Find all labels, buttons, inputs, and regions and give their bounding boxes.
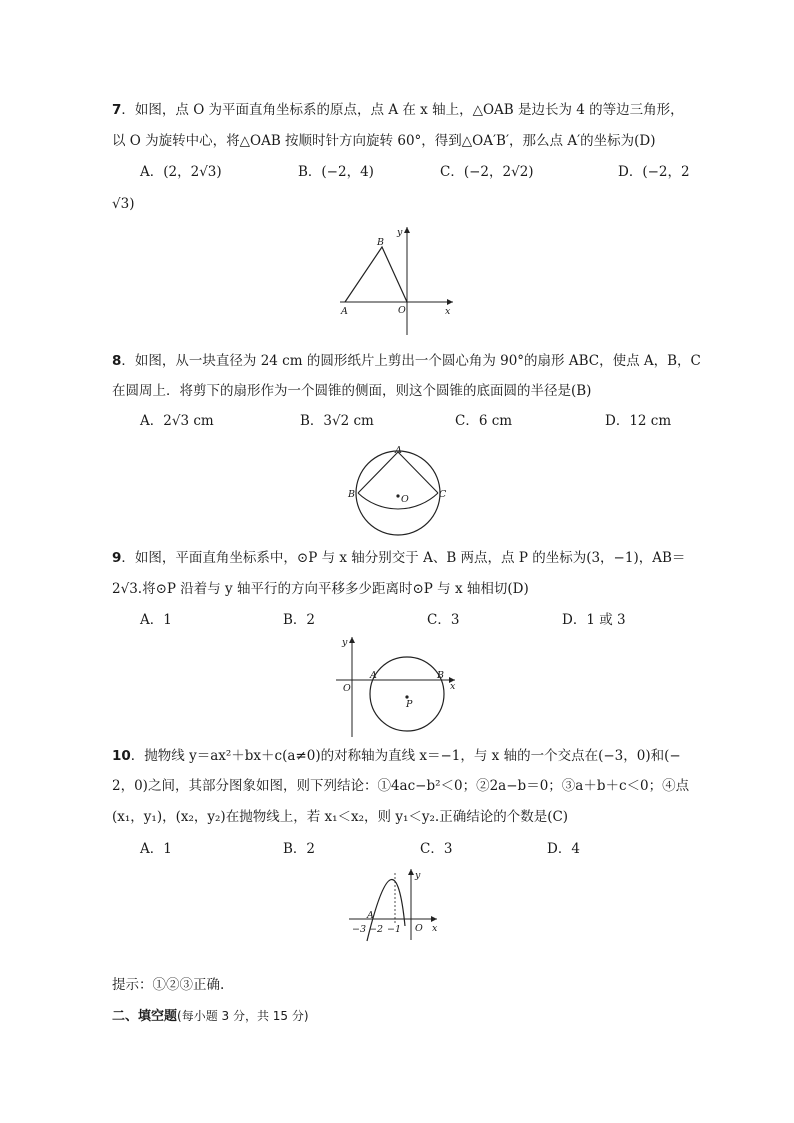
q9-y-arrow [349, 637, 355, 643]
q9-line1 [112, 549, 685, 567]
q10-label-m1: −1 [387, 924, 402, 935]
q9-option-d: D．1 或 3 [562, 612, 626, 628]
q7-option-d: D．(−2，2 [618, 164, 690, 180]
q7-line1 [112, 101, 684, 119]
q10-label-a: A [367, 910, 374, 921]
q7-x-arrow [447, 299, 453, 305]
q10-label-m2: −2 [369, 924, 384, 935]
q10-option-c: C．3 [420, 841, 453, 857]
q10-option-d: D．4 [547, 841, 580, 857]
q7-label-b: B [377, 237, 384, 248]
q10-text1: ．抛物线 y＝ax²＋bx＋c(a≠0)的对称轴为直线 x＝−1，与 x 轴的一个交点在(−3，0)和(− [130, 748, 681, 764]
q9-label-o: O [343, 683, 351, 694]
q10-label-o: O [415, 923, 423, 934]
q10-label-y: y [415, 870, 421, 881]
q10-option-a: A．1 [140, 841, 172, 857]
q8-sector-radii [358, 452, 438, 493]
q8-label-o: O [401, 494, 409, 505]
q8-label-b: B [348, 489, 355, 500]
q9-label-x: x [450, 681, 456, 692]
q8-label-c: C [439, 489, 447, 500]
q8-option-b: B．3√2 cm [300, 413, 374, 429]
q9-line2: 2√3.将⊙P 沿着与 y 轴平行的方向平移多少距离时⊙P 与 x 轴相切(D) [112, 581, 529, 597]
q8-circle [356, 451, 440, 535]
q9-number: 9 [112, 550, 122, 566]
q10-line1 [112, 747, 681, 765]
q10-label-x: x [432, 923, 438, 934]
q10-y-arrow [408, 869, 414, 875]
q9-label-a: A [370, 670, 377, 681]
q9-label-p: P [406, 699, 413, 710]
q7-label-x: x [445, 306, 451, 317]
q8-option-d: D．12 cm [605, 413, 672, 429]
q8-option-a: A．2√3 cm [140, 413, 214, 429]
q8-center-dot [396, 494, 399, 497]
q7-label-a: A [341, 306, 348, 317]
q8-number: 8 [112, 353, 122, 369]
q7-option-d-cont: √3) [112, 196, 135, 212]
q10-option-b: B．2 [283, 841, 316, 857]
q9-label-y: y [342, 637, 348, 648]
q9-figure [333, 633, 463, 741]
q7-label-y: y [397, 227, 403, 238]
q8-line2: 在圆周上．将剪下的扇形作为一个圆锥的侧面，则这个圆锥的底面圆的半径是(B) [112, 383, 592, 399]
q7-triangle [345, 247, 407, 302]
q7-option-a: A．(2，2√3) [140, 164, 222, 180]
q9-label-b: B [437, 670, 444, 681]
q10-line2: 2，0)之间，其部分图象如图，则下列结论：①4ac−b²＜0；②2a−b＝0；③a＋b＋c＜0；④点 [112, 778, 690, 794]
q9-option-a: A．1 [140, 612, 172, 628]
q7-figure [335, 222, 465, 340]
q7-text1: ．如图，点 O 为平面直角坐标系的原点，点 A 在 x 轴上，△OAB 是边长为 4 的等边三角形， [121, 102, 684, 118]
q10-figure [345, 866, 450, 946]
q8-line1 [112, 352, 701, 370]
q9-option-b: B．2 [283, 612, 316, 628]
q9-circle [370, 657, 444, 731]
q8-label-a: A [395, 445, 402, 456]
q8-text1: ．如图，从一块直径为 24 cm 的圆形纸片上剪出一个圆心角为 90°的扇形 ABC，使点 A，B，C [121, 353, 701, 369]
q7-label-o: O [398, 305, 406, 316]
q7-line2: 以 O 为旋转中心，将△OAB 按顺时针方向旋转 60°，得到△OA′B′，那么点 A′的坐标为(D) [112, 133, 656, 149]
q9-option-c: C．3 [427, 612, 460, 628]
q9-text1: ．如图，平面直角坐标系中，⊙P 与 x 轴分别交于 A、B 两点，点 P 的坐标为(3，−1)，AB＝ [121, 550, 686, 566]
q7-option-b: B．(−2，4) [298, 164, 374, 180]
q7-y-arrow [404, 227, 410, 233]
section2-heading [112, 1007, 309, 1026]
q7-number: 7 [112, 102, 122, 118]
hint-text: 提示：①②③正确. [112, 977, 225, 993]
section2-title: 二、填空题 [112, 1009, 178, 1024]
q10-line3: (x₁，y₁)，(x₂，y₂)在抛物线上，若 x₁＜x₂，则 y₁＜y₂.正确结论的个数是(C) [112, 809, 569, 825]
section2-note: (每小题 3 分，共 15 分) [177, 1009, 309, 1023]
q7-option-c: C．(−2，2√2) [440, 164, 534, 180]
q8-figure [345, 442, 455, 540]
q10-label-m3: −3 [352, 924, 367, 935]
q10-number: 10 [112, 748, 131, 764]
q8-option-c: C．6 cm [455, 413, 513, 429]
q10-x-arrow [431, 916, 437, 922]
